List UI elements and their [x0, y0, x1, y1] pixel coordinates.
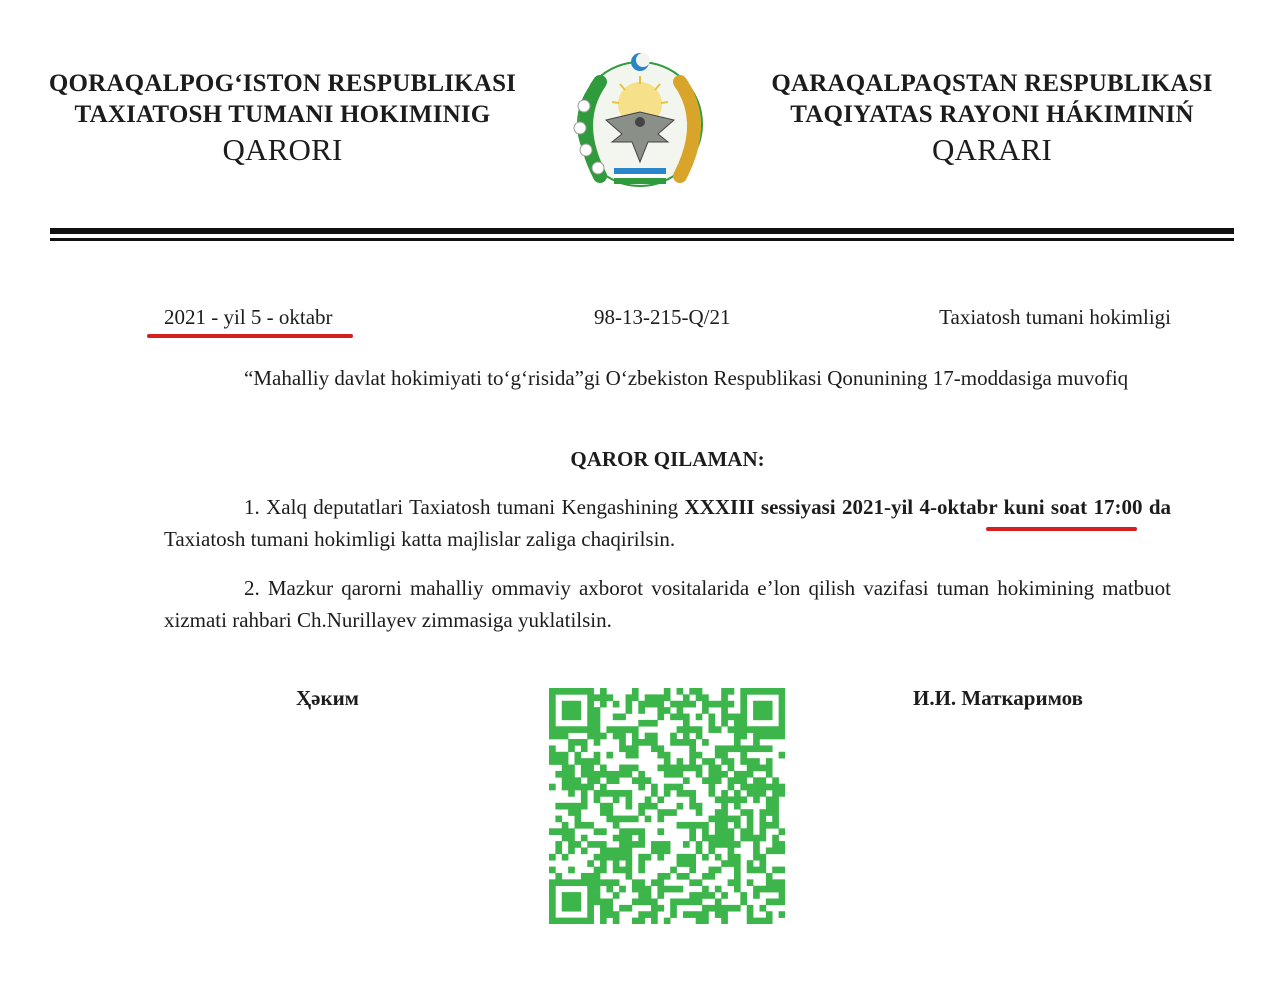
decision-item-1 — [164, 491, 1171, 555]
legal-basis-text: “Mahalliy davlat hokimiyati to‘g‘risida”gi O‘zbekiston Respublikasi Qonunining 17-moddasiga muvofiq — [244, 366, 1129, 390]
item1-time: 17:00 da — [1093, 495, 1171, 519]
header-divider-thick — [50, 228, 1234, 234]
signatory-title: Ҳәким — [296, 686, 359, 710]
date-underline-annotation — [147, 334, 353, 338]
header-right-line2: TAQIYATAS RAYONI HÁKIMINIŃ — [790, 101, 1194, 128]
decision-heading: QAROR QILAMAN: — [570, 447, 765, 471]
header-left-line1: QORAQALPOG‘ISTON RESPUBLIKASI — [48, 70, 517, 97]
issuing-organization: Taxiatosh tumani hokimligi — [939, 305, 1171, 329]
header-left-line2: TAXIATOSH TUMANI HOKIMINIG — [74, 101, 491, 128]
decision-item-2 — [164, 572, 1171, 636]
qr-code-icon — [549, 688, 785, 924]
header-left-title: QARORI — [222, 132, 343, 167]
header-left — [30, 68, 535, 170]
state-emblem-icon — [562, 42, 718, 192]
header-right — [752, 68, 1232, 170]
header-divider-thin — [50, 238, 1234, 241]
document-number: 98-13-215-Q/21 — [594, 305, 731, 329]
legal-basis-paragraph — [164, 362, 1171, 394]
item1-prefix: 1. Xalq deputatlari Taxiatosh tumani Kengashining — [244, 495, 685, 519]
item1-suffix: Taxiatosh tumani hokimligi katta majlislar zaliga chaqirilsin. — [164, 527, 676, 551]
session-date-underline-annotation — [986, 527, 1137, 531]
item1-session: XXXIII sessiyasi 2021-yil — [684, 495, 920, 519]
signatory-name: И.И. Маткаримов — [913, 686, 1083, 710]
header-right-title: QARARI — [931, 132, 1053, 167]
header-right-line1: QARAQALPAQSTAN RESPUBLIKASI — [771, 70, 1213, 97]
item2-text: 2. Mazkur qarorni mahalliy ommaviy axborot vositalarida e’lon qilish vazifasi tuman hokimining matbuot xizmati rahbari Ch.Nurillayev zimmasiga yuklatilsin. — [164, 576, 1171, 632]
item1-date: 4-oktabr kuni soat — [919, 495, 1088, 519]
document-date: 2021 - yil 5 - oktabr — [164, 305, 333, 329]
